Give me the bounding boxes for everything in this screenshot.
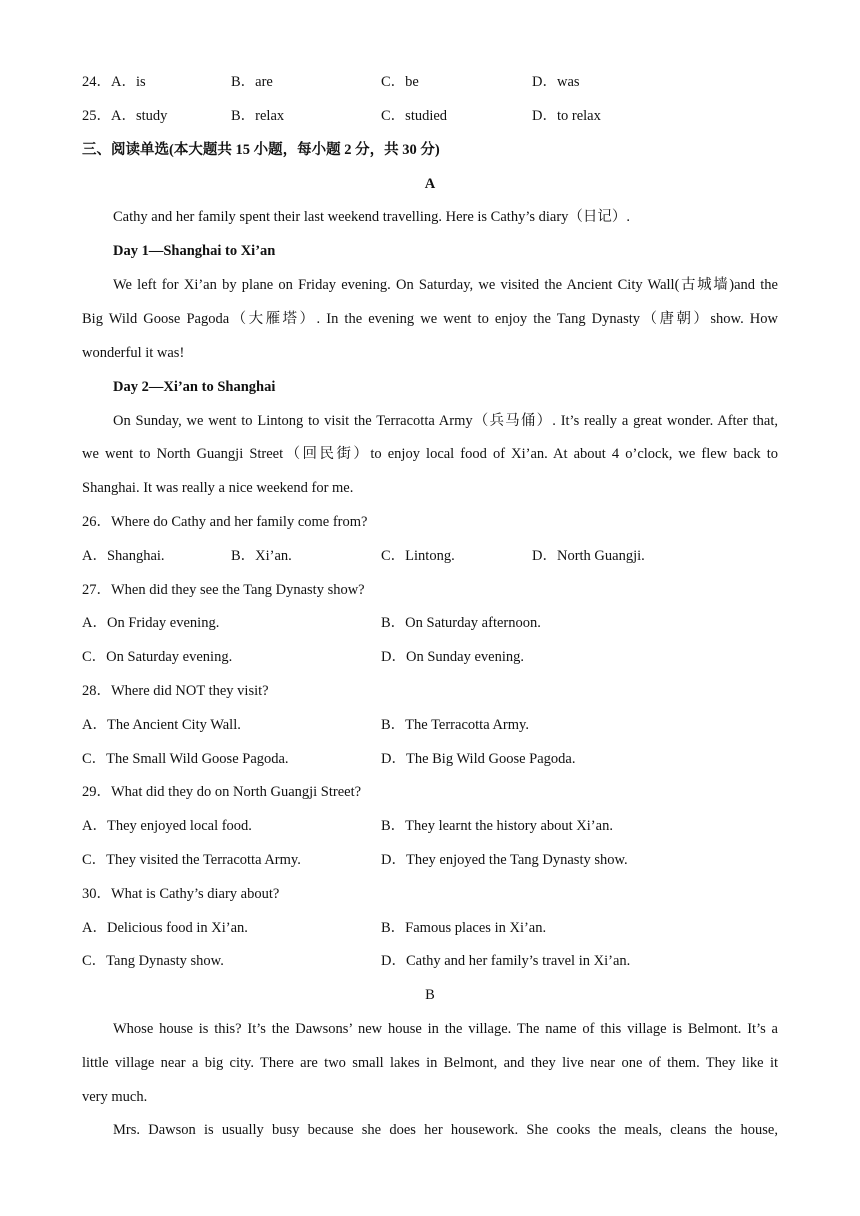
passage-b-p1-line-1: Whose house is this? It’s the Dawsons’ new house in the village. The name of this village is Belmont. It’s a: [113, 1021, 778, 1037]
q27-option-b[interactable]: B．On Saturday afternoon.: [381, 615, 541, 631]
q29-option-a[interactable]: A．They enjoyed local food.: [82, 818, 252, 834]
day2-line-2: we went to North Guangji Street（回民街）to enjoy local food of Xi’an. At about 4 o’clock, we flew back to: [82, 446, 778, 462]
passage-a-intro: Cathy and her family spent their last weekend travelling. Here is Cathy’s diary（日记）.: [113, 209, 631, 225]
day1-title: Day 1—Shanghai to Xi’an: [113, 243, 276, 259]
day1-line-2: Big Wild Goose Pagoda（大雁塔）. In the evening we went to enjoy the Tang Dynasty（唐朝）show. How: [82, 311, 778, 327]
q25-option-a[interactable]: 25．A．study: [82, 108, 168, 124]
q26-option-b[interactable]: B．Xi’an.: [231, 548, 292, 564]
q27-option-a[interactable]: A．On Friday evening.: [82, 615, 220, 631]
day2-line-3: Shanghai. It was really a nice weekend for me.: [82, 480, 354, 496]
q25-number: 25．: [82, 108, 111, 124]
q28-option-b[interactable]: B．The Terracotta Army.: [381, 717, 529, 733]
q30-stem: 30．What is Cathy’s diary about?: [82, 886, 280, 902]
passage-b-p1-line-2: little village near a big city. There are two small lakes in Belmont, and they live near one of them. They like it: [82, 1055, 778, 1071]
day2-line-1: On Sunday, we went to Lintong to visit the Terracotta Army（兵马俑）. It’s really a great wonder. After that,: [113, 413, 778, 429]
q30-option-b[interactable]: B．Famous places in Xi’an.: [381, 920, 547, 936]
passage-b-label: B: [425, 987, 435, 1003]
q30-option-a[interactable]: A．Delicious food in Xi’an.: [82, 920, 248, 936]
q29-stem: 29．What did they do on North Guangji Street?: [82, 784, 362, 800]
q29-option-b[interactable]: B．They learnt the history about Xi’an.: [381, 818, 613, 834]
q25-option-b[interactable]: B．relax: [231, 108, 285, 124]
q26-option-d[interactable]: D．North Guangji.: [532, 548, 645, 564]
q29-option-d[interactable]: D．They enjoyed the Tang Dynasty show.: [381, 852, 628, 868]
q25-option-c[interactable]: C．studied: [381, 108, 448, 124]
day2-title: Day 2—Xi’an to Shanghai: [113, 379, 276, 395]
q27-stem: 27．When did they see the Tang Dynasty show?: [82, 582, 365, 598]
q28-option-c[interactable]: C．The Small Wild Goose Pagoda.: [82, 751, 289, 767]
q30-option-c[interactable]: C．Tang Dynasty show.: [82, 953, 224, 969]
passage-b-p1-line-3: very much.: [82, 1089, 148, 1105]
passage-b-p2-line-1: Mrs. Dawson is usually busy because she does her housework. She cooks the meals, cleans the house,: [113, 1122, 778, 1138]
q24-option-b[interactable]: B．are: [231, 74, 273, 90]
q25-option-d[interactable]: D．to relax: [532, 108, 601, 124]
q26-option-c[interactable]: C．Lintong.: [381, 548, 455, 564]
day1-line-3: wonderful it was!: [82, 345, 185, 361]
passage-a-label: A: [424, 176, 436, 192]
q28-option-d[interactable]: D．The Big Wild Goose Pagoda.: [381, 751, 576, 767]
section-heading: 三、阅读单选(本大题共 15 小题，每小题 2 分，共 30 分): [82, 142, 440, 158]
q29-option-c[interactable]: C．They visited the Terracotta Army.: [82, 852, 301, 868]
day1-line-1: We left for Xi’an by plane on Friday evening. On Saturday, we visited the Ancient City Wall(古城墙)and the: [113, 277, 778, 293]
q26-stem: 26．Where do Cathy and her family come from?: [82, 514, 368, 530]
q24-number: 24．: [82, 74, 111, 90]
q24-option-c[interactable]: C．be: [381, 74, 419, 90]
q24-option-a[interactable]: 24．A．is: [82, 74, 146, 90]
q27-option-c[interactable]: C．On Saturday evening.: [82, 649, 233, 665]
q30-option-d[interactable]: D．Cathy and her family’s travel in Xi’an.: [381, 953, 631, 969]
q26-option-a[interactable]: A．Shanghai.: [82, 548, 165, 564]
q28-stem: 28．Where did NOT they visit?: [82, 683, 269, 699]
q28-option-a[interactable]: A．The Ancient City Wall.: [82, 717, 241, 733]
q24-option-d[interactable]: D．was: [532, 74, 580, 90]
q27-option-d[interactable]: D．On Sunday evening.: [381, 649, 524, 665]
